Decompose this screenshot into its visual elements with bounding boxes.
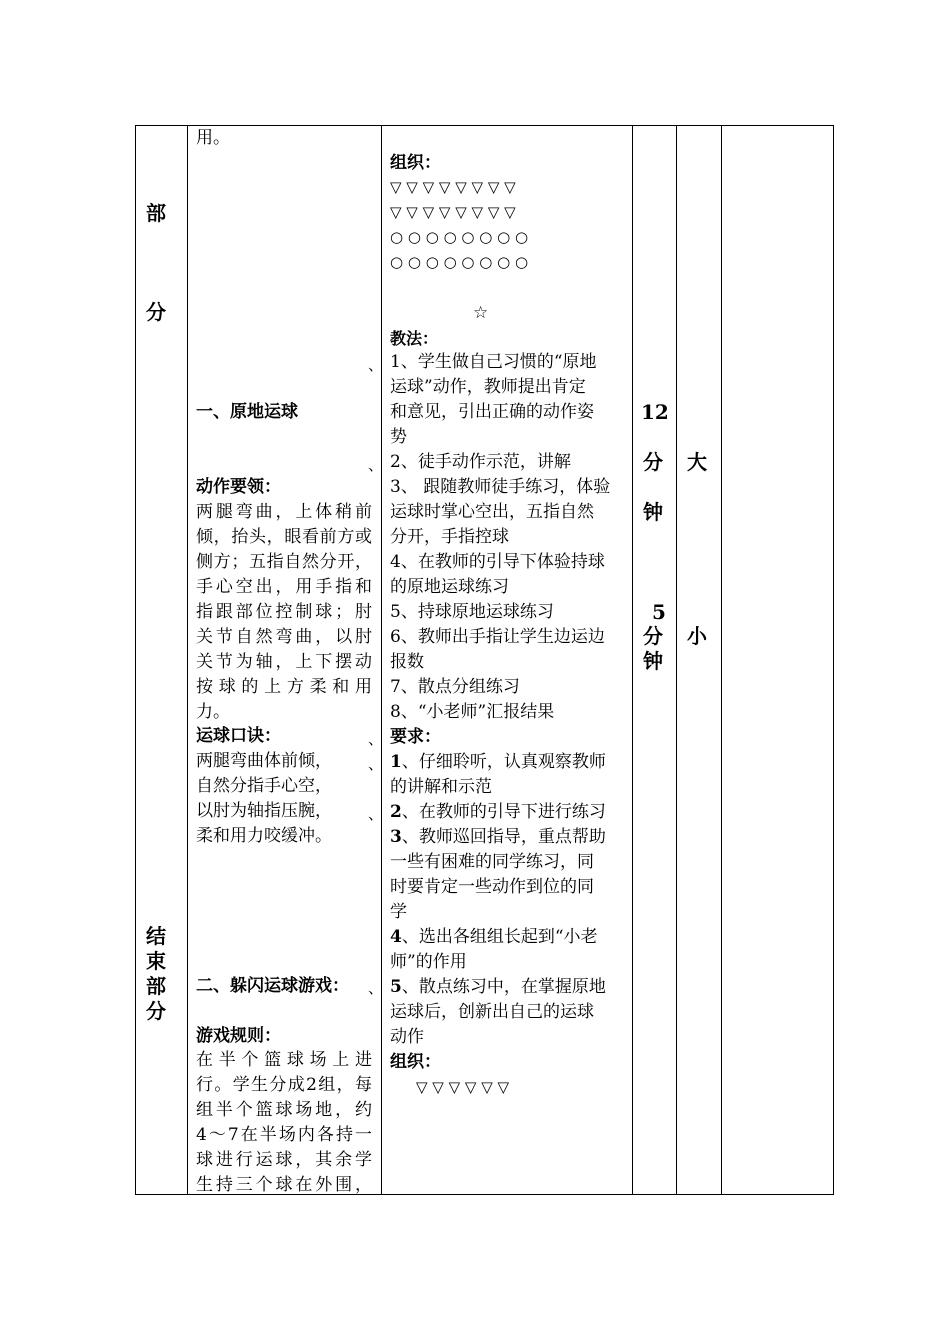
- requirement-line: 一些有困难的同学练习，同: [390, 852, 594, 872]
- formation-row: ○ ○ ○ ○ ○ ○ ○ ○: [390, 253, 529, 271]
- organization-label: 组织：: [390, 153, 441, 173]
- method-line: 8、“小老师”汇报结果: [390, 702, 555, 722]
- essentials-line: 指跟部位控制球；肘: [196, 602, 372, 622]
- requirement-line: 时要肯定一些动作到位的同: [390, 877, 594, 897]
- section-char: 分: [146, 999, 166, 1023]
- intensity-column: [677, 126, 721, 1194]
- rhyme-line: 两腿弯曲体前倾，: [196, 751, 332, 771]
- method-line: 3、 跟随教师徒手练习，体验: [390, 477, 611, 497]
- method-line: 6、教师出手指让学生边运边: [390, 627, 605, 647]
- requirement-line: [390, 800, 626, 825]
- formation-row: ○ ○ ○ ○ ○ ○ ○ ○: [390, 228, 529, 246]
- requirement-line: [390, 975, 626, 1000]
- section-char: 结: [146, 924, 166, 948]
- essentials-text: [196, 500, 372, 725]
- formation-row: ▽ ▽ ▽ ▽ ▽ ▽: [416, 1078, 510, 1096]
- requirement-number: 5: [390, 977, 402, 997]
- essentials-line: 按球的上方柔和用: [196, 677, 372, 697]
- punctuation-mark: 、: [368, 755, 384, 773]
- essentials-line: 力。: [196, 702, 230, 722]
- method-line: 的原地运球练习: [390, 577, 509, 597]
- section-heading: 二、躲闪运球游戏：: [196, 976, 349, 996]
- section-char: 分: [146, 300, 166, 324]
- method-line: 7、散点分组练习: [390, 677, 520, 697]
- formation-row: ▽ ▽ ▽ ▽ ▽ ▽ ▽ ▽: [390, 178, 516, 196]
- content-text: 用。: [196, 128, 230, 148]
- requirements-label: 要求：: [390, 727, 441, 747]
- rules-label: 游戏规则：: [196, 1026, 281, 1046]
- requirement-number: 3: [390, 827, 402, 847]
- requirement-line: 师”的作用: [390, 952, 467, 972]
- essentials-line: 倾，抬头，眼看前方或: [196, 527, 372, 547]
- rules-line: 在半个篮球场上进: [196, 1050, 372, 1070]
- rules-text: [196, 1048, 372, 1198]
- time-unit: 分: [643, 624, 663, 648]
- method-line: 报数: [390, 652, 424, 672]
- punctuation-mark: 、: [368, 456, 384, 474]
- teacher-star-icon: ☆: [473, 303, 489, 323]
- time-unit: 钟: [643, 500, 663, 524]
- method-line: 4、在教师的引导下体验持球: [390, 552, 605, 572]
- rules-line: 组半个篮球场地，约: [196, 1100, 372, 1120]
- essentials-line: 关节自然弯曲，以肘: [196, 627, 372, 647]
- section-heading: 一、原地运球: [196, 402, 298, 422]
- punctuation-mark: 、: [368, 979, 384, 997]
- essentials-label: 动作要领：: [196, 477, 281, 497]
- requirement-number: 1: [390, 752, 402, 772]
- intensity-value: 大: [687, 450, 707, 474]
- method-list: [390, 350, 626, 1100]
- method-line: 5、持球原地运球练习: [390, 602, 554, 622]
- requirement-line: [390, 825, 626, 850]
- rhyme-line: 以肘为轴指压腕，: [196, 801, 332, 821]
- method-line: 1、学生做自己习惯的“原地: [390, 352, 597, 372]
- content-column: [188, 126, 384, 1195]
- rhyme-label: 运球口诀：: [196, 726, 281, 746]
- rhyme-line: 自然分指手心空，: [196, 776, 332, 796]
- requirement-line: 学: [390, 902, 407, 922]
- requirement-number: 4: [390, 927, 402, 947]
- requirement-text: 、教师巡回指导，重点帮助: [401, 827, 606, 847]
- lesson-table: [135, 125, 834, 1195]
- section-char: 束: [146, 949, 166, 973]
- notes-column: [722, 126, 834, 1194]
- essentials-line: 两腿弯曲，上体稍前: [196, 502, 372, 522]
- requirement-line: [390, 750, 626, 775]
- method-line: 运球时掌心空出，五指自然: [390, 502, 594, 522]
- time-value: 12: [641, 400, 669, 424]
- requirement-text: 、仔细聆听，认真观察教师: [401, 752, 606, 772]
- essentials-line: 手心空出，用手指和: [196, 577, 372, 597]
- requirement-text: 、散点练习中，在掌握原地: [401, 977, 606, 997]
- requirement-line: 运球后，创新出自己的运球: [390, 1002, 594, 1022]
- punctuation-mark: 、: [368, 356, 384, 374]
- section-char: 部: [146, 974, 166, 998]
- rules-line: 4～7在半场内各持一: [196, 1125, 372, 1145]
- punctuation-mark: 、: [368, 805, 384, 823]
- organization-label: 组织：: [390, 1052, 441, 1072]
- requirement-text: 、选出各组组长起到“小老: [401, 927, 598, 947]
- method-line: 和意见，引出正确的动作姿: [390, 402, 594, 422]
- method-line: 势: [390, 427, 407, 447]
- time-unit: 分: [643, 450, 663, 474]
- requirement-number: 2: [390, 802, 402, 822]
- rules-line: 行。学生分成2组，每: [196, 1075, 372, 1095]
- essentials-line: 侧方；五指自然分开，: [196, 552, 372, 572]
- method-column: [382, 126, 632, 1194]
- requirement-line: 动作: [390, 1027, 424, 1047]
- method-line: 2、徒手动作示范，讲解: [390, 452, 571, 472]
- section-column: [136, 126, 187, 1194]
- requirement-line: 的讲解和示范: [390, 777, 492, 797]
- requirement-text: 、在教师的引导下进行练习: [401, 802, 606, 822]
- method-line: 分开，手指控球: [390, 527, 509, 547]
- method-line: 运球”动作，教师提出肯定: [390, 377, 586, 397]
- method-label: 教法：: [390, 329, 439, 348]
- time-column: [633, 126, 676, 1194]
- rhyme-line: 柔和用力咬缓冲。: [196, 826, 332, 846]
- section-char: 部: [146, 201, 166, 225]
- formation-row: ▽ ▽ ▽ ▽ ▽ ▽ ▽ ▽: [390, 203, 516, 221]
- rules-line: 生持三个球在外围，: [196, 1175, 372, 1195]
- time-value: 5: [652, 600, 666, 624]
- intensity-value: 小: [687, 624, 707, 648]
- rules-line: 球进行运球，其余学: [196, 1150, 372, 1170]
- essentials-line: 关节为轴，上下摆动: [196, 652, 372, 672]
- requirement-line: [390, 925, 626, 950]
- time-unit: 钟: [643, 649, 663, 673]
- punctuation-mark: 、: [368, 730, 384, 748]
